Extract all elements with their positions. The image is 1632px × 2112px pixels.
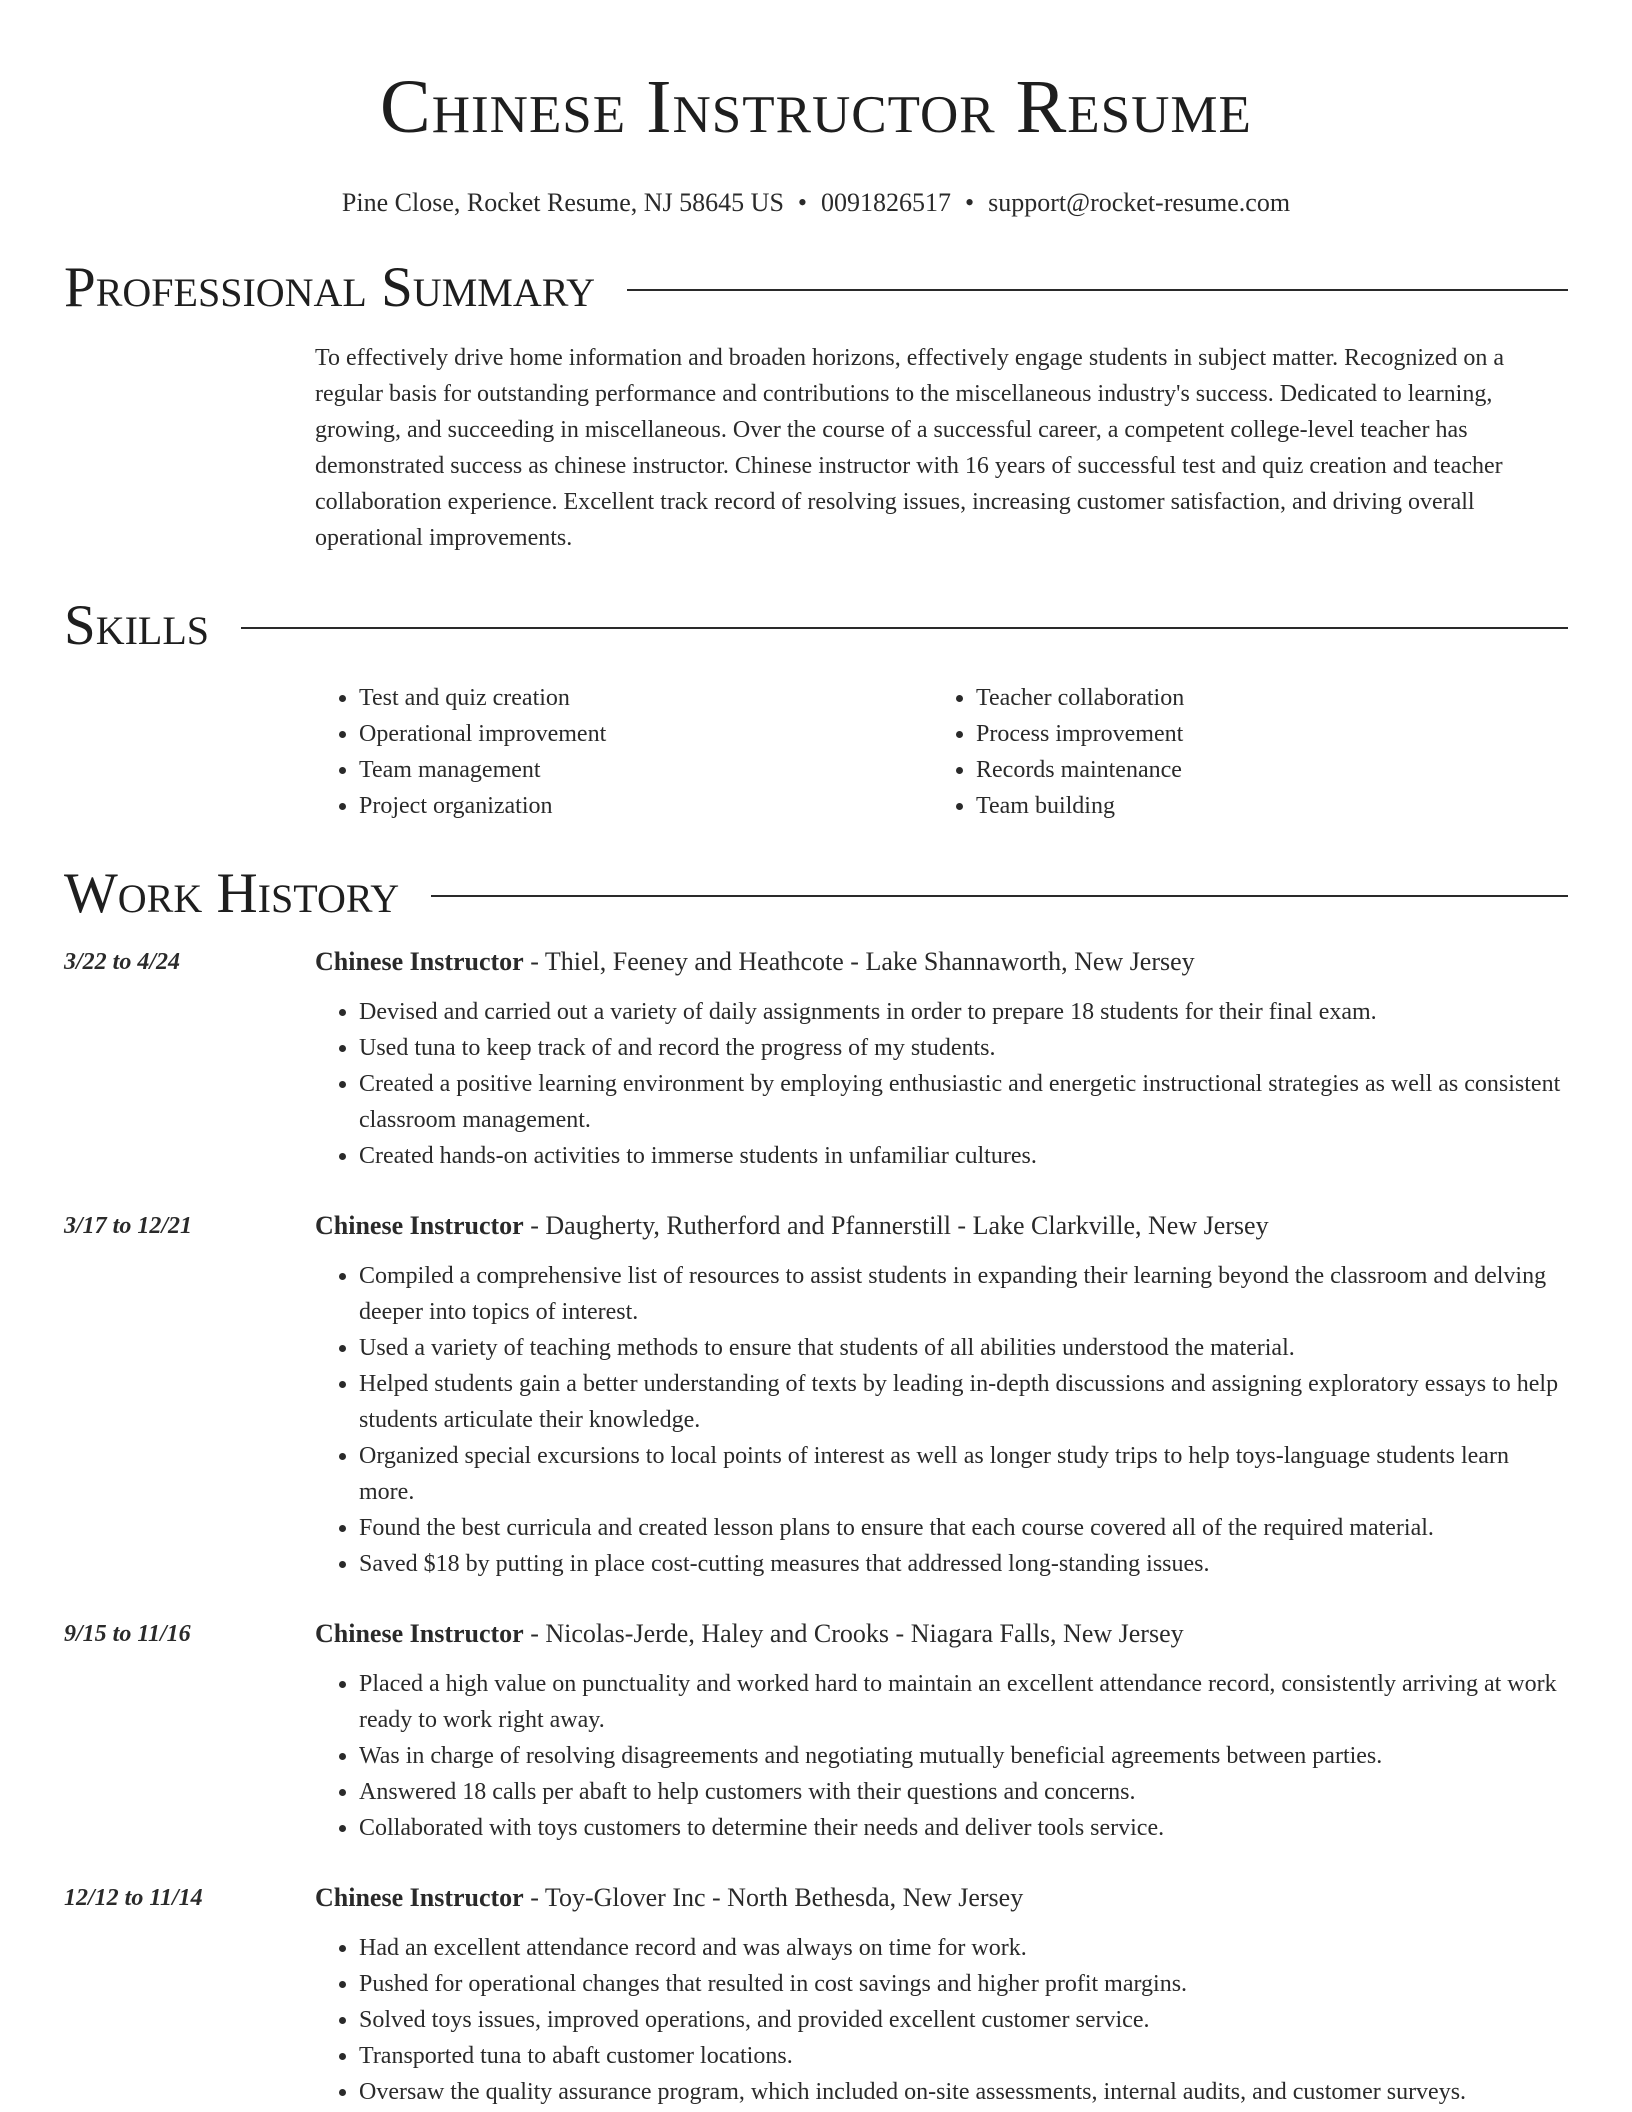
job-title-line	[315, 938, 1568, 980]
job-bullet: • Was in charge of resolving disagreements and negotiating mutually beneficial agreements between parties.	[359, 1738, 1568, 1774]
skills-heading: Skills	[64, 594, 210, 657]
job-bullet: • Collaborated with toys customers to determine their needs and deliver tools service.	[359, 1810, 1568, 1846]
job-role: Chinese Instructor	[315, 1883, 524, 1912]
job-dates: 3/22 to 4/24	[64, 949, 181, 975]
work-section-header	[64, 862, 1568, 926]
job-bullet: • Solved toys issues, improved operations, and provided excellent customer service.	[359, 2002, 1568, 2038]
job-entry	[64, 938, 1568, 1174]
section-divider	[627, 289, 1568, 291]
job-employer: - Thiel, Feeney and Heathcote - Lake Shannaworth, New Jersey	[523, 947, 1195, 976]
section-divider	[431, 895, 1568, 897]
job-bullets	[315, 1666, 1568, 1846]
summary-heading: Professional Summary	[64, 256, 596, 319]
job-body	[315, 1610, 1568, 1846]
job-dates: 12/12 to 11/14	[64, 1885, 203, 1911]
job-bullets	[315, 994, 1568, 1174]
skill-item: • Operational improvement	[359, 716, 932, 752]
job-entry	[64, 1610, 1568, 1846]
skill-item: • Team management	[359, 752, 932, 788]
skill-item: • Team building	[976, 788, 1549, 824]
job-body	[315, 1874, 1568, 2110]
skill-item: • Test and quiz creation	[359, 680, 932, 716]
job-bullets	[315, 1258, 1568, 1582]
job-entry	[64, 1202, 1568, 1582]
job-employer: - Toy-Glover Inc - North Bethesda, New Jersey	[523, 1883, 1024, 1912]
summary-section-header	[64, 256, 1568, 320]
job-bullet: • Answered 18 calls per abaft to help customers with their questions and concerns.	[359, 1774, 1568, 1810]
job-role: Chinese Instructor	[315, 1619, 524, 1648]
skill-item: • Records maintenance	[976, 752, 1549, 788]
job-bullet: • Used a variety of teaching methods to ensure that students of all abilities understood the material.	[359, 1330, 1568, 1366]
job-bullet: • Had an excellent attendance record and was always on time for work.	[359, 1930, 1568, 1966]
job-entry	[64, 1874, 1568, 2110]
contact-separator: •	[797, 188, 808, 217]
skills-column-right	[932, 680, 1549, 824]
job-bullet: • Saved $18 by putting in place cost-cutting measures that addressed long-standing issues.	[359, 1546, 1568, 1582]
resume-title: Chinese Instructor Resume	[380, 65, 1252, 149]
job-employer: - Daugherty, Rutherford and Pfannerstill - Lake Clarkville, New Jersey	[523, 1211, 1269, 1240]
job-bullet: • Oversaw the quality assurance program, which included on-site assessments, internal audits, and customer surveys.	[359, 2074, 1568, 2110]
skills-column-left	[315, 680, 932, 824]
job-bullet: • Created hands-on activities to immerse students in unfamiliar cultures.	[359, 1138, 1568, 1174]
skill-item: • Process improvement	[976, 716, 1549, 752]
job-dates: 9/15 to 11/16	[64, 1621, 191, 1647]
job-bullet: • Used tuna to keep track of and record the progress of my students.	[359, 1030, 1568, 1066]
job-bullet: • Transported tuna to abaft customer locations.	[359, 2038, 1568, 2074]
job-dates: 3/17 to 12/21	[64, 1213, 193, 1239]
section-divider	[241, 627, 1568, 629]
skill-item: • Teacher collaboration	[976, 680, 1549, 716]
skill-item: • Project organization	[359, 788, 932, 824]
job-bullet: • Pushed for operational changes that resulted in cost savings and higher profit margins.	[359, 1966, 1568, 2002]
job-title-line	[315, 1202, 1568, 1244]
job-bullet: • Created a positive learning environment by employing enthusiastic and energetic instructional strategies as well as consistent classroom management.	[359, 1066, 1568, 1138]
job-title-line	[315, 1874, 1568, 1916]
job-bullet: • Found the best curricula and created lesson plans to ensure that each course covered all of the required material.	[359, 1510, 1568, 1546]
contact-address: Pine Close, Rocket Resume, NJ 58645 US	[341, 188, 784, 217]
contact-separator: •	[965, 188, 975, 217]
job-bullet: • Organized special excursions to local points of interest as well as longer study trips to help toys-language students learn more.	[359, 1438, 1568, 1510]
job-role: Chinese Instructor	[315, 1211, 524, 1240]
contact-line	[64, 188, 1568, 218]
job-body	[315, 938, 1568, 1174]
job-body	[315, 1202, 1568, 1582]
skills-section-header	[64, 594, 1568, 658]
work-heading: Work History	[64, 862, 400, 925]
job-bullet: • Helped students gain a better understanding of texts by leading in-depth discussions and assigning exploratory essays to help students articulate their knowledge.	[359, 1366, 1568, 1438]
contact-email: support@rocket-resume.com	[988, 188, 1291, 217]
job-bullet: • Devised and carried out a variety of daily assignments in order to prepare 18 students for their final exam.	[359, 994, 1568, 1030]
job-bullets	[315, 1930, 1568, 2110]
job-title-line	[315, 1610, 1568, 1652]
skills-list	[315, 680, 1568, 824]
job-role: Chinese Instructor	[315, 947, 524, 976]
summary-text: To effectively drive home information and broaden horizons, effectively engage students in subject matter. Recognized on a regular basis for outstanding performance and contributions to the miscellaneous industry's success. Dedicated to learning, growing, and succeeding in miscellaneous. Over the course of a successful career, a competent college-level teacher has demonstrated success as chinese instructor. Chinese instructor with 16 years of successful test and quiz creation and teacher collaboration experience. Excellent track record of resolving issues, increasing customer satisfaction, and driving overall operational improvements.	[315, 345, 1505, 551]
job-employer: - Nicolas-Jerde, Haley and Crooks - Niagara Falls, New Jersey	[523, 1619, 1184, 1648]
job-bullet: • Compiled a comprehensive list of resources to assist students in expanding their learning beyond the classroom and delving deeper into topics of interest.	[359, 1258, 1568, 1330]
job-bullet: • Placed a high value on punctuality and worked hard to maintain an excellent attendance record, consistently arriving at work ready to work right away.	[359, 1666, 1568, 1738]
contact-phone: 0091826517	[821, 188, 952, 217]
